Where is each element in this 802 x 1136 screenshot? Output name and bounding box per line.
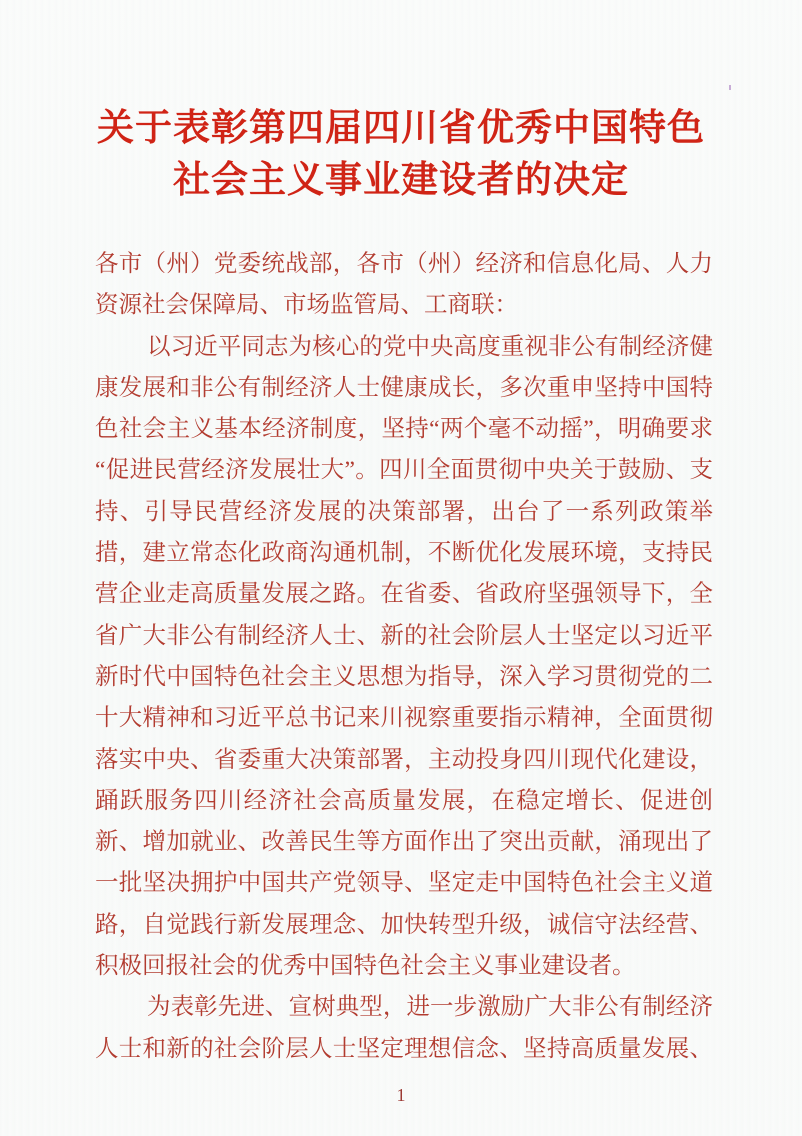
document-title-line-2: 社会主义事业建设者的决定 xyxy=(173,160,629,201)
document-title xyxy=(0,103,802,207)
body-text-line: 以习近平同志为核心的党中央高度重视非公有制经济健 xyxy=(147,333,713,360)
body-text-line: 色社会主义基本经济制度，坚持“两个毫不动摇”，明确要求 xyxy=(95,416,713,443)
body-text-line: 为表彰先进、宣树典型，进一步激励广大非公有制经济 xyxy=(147,994,713,1021)
body-text-line: 路，自觉践行新发展理念、加快转型升级，诚信守法经营、 xyxy=(95,911,713,938)
document-title-line-1: 关于表彰第四届四川省优秀中国特色 xyxy=(97,108,705,149)
scan-artifact-speck xyxy=(729,85,731,90)
body-text-line: “促进民营经济发展壮大”。四川全面贯彻中央关于鼓励、支 xyxy=(95,457,713,484)
body-text-line: 一批坚决拥护中国共产党领导、坚定走中国特色社会主义道 xyxy=(95,870,713,897)
body-text-line: 踊跃服务四川经济社会高质量发展，在稳定增长、促进创 xyxy=(95,787,713,814)
body-text-line: 十大精神和习近平总书记来川视察重要指示精神，全面贯彻 xyxy=(95,705,713,732)
body-text-line: 新、增加就业、改善民生等方面作出了突出贡献，涌现出了 xyxy=(95,829,713,856)
body-text-line: 营企业走高质量发展之路。在省委、省政府坚强领导下，全 xyxy=(95,581,713,608)
body-text-line: 省广大非公有制经济人士、新的社会阶层人士坚定以习近平 xyxy=(95,622,713,649)
body-text-line: 持、引导民营经济发展的决策部署，出台了一系列政策举 xyxy=(95,498,713,525)
body-text-line: 新时代中国特色社会主义思想为指导，深入学习贯彻党的二 xyxy=(95,663,713,690)
body-text-line: 康发展和非公有制经济人士健康成长，多次重申坚持中国特 xyxy=(95,374,713,401)
body-text-line: 措，建立常态化政商沟通机制，不断优化发展环境，支持民 xyxy=(95,540,713,567)
body-text-line: 落实中央、省委重大决策部署，主动投身四川现代化建设， xyxy=(95,746,713,773)
body-text-line: 资源社会保障局、市场监管局、工商联： xyxy=(95,292,518,319)
document-body xyxy=(95,244,713,1070)
body-text-line: 各市（州）党委统战部，各市（州）经济和信息化局、人力 xyxy=(95,251,713,277)
body-text-line: 人士和新的社会阶层人士坚定理想信念、坚持高质量发展、 xyxy=(95,1035,713,1062)
body-text-line: 积极回报社会的优秀中国特色社会主义事业建设者。 xyxy=(95,953,636,980)
page-number: 1 xyxy=(396,1085,406,1105)
